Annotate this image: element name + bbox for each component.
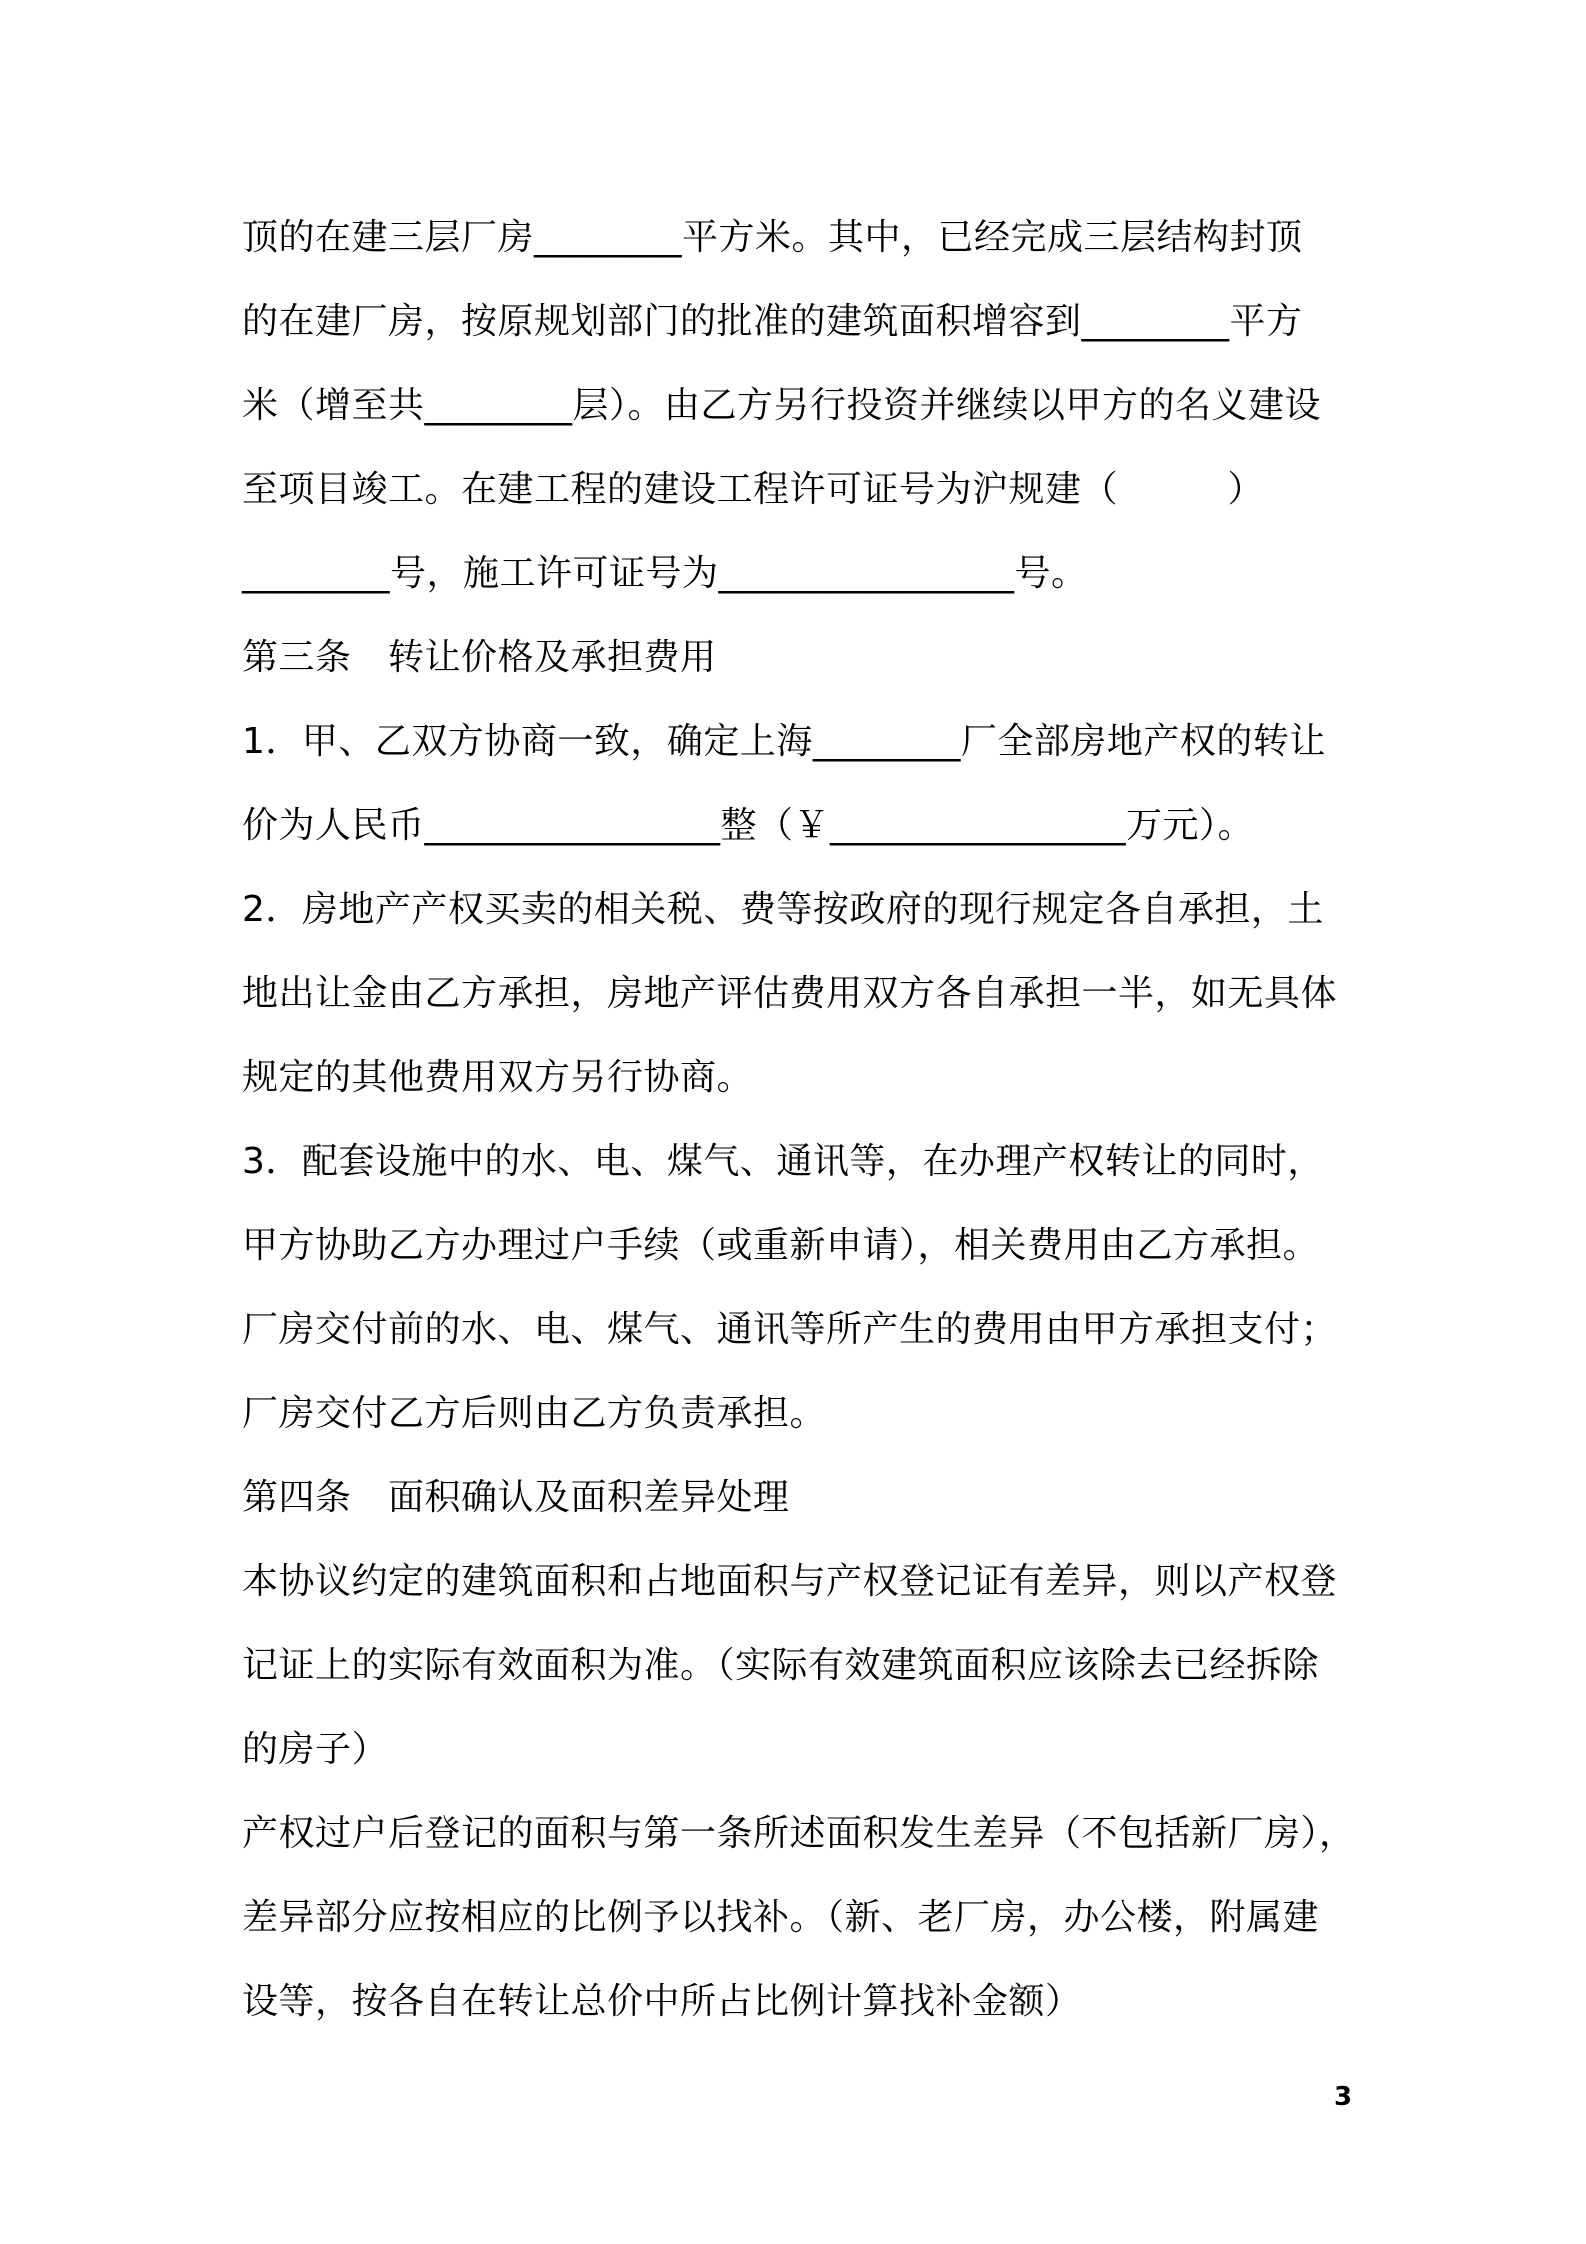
text-line: 2．房地产产权买卖的相关税、费等按政府的现行规定各自承担，土 — [242, 889, 1324, 930]
text-line: 顶的在建三层厂房________平方米。其中，已经完成三层结构封顶 — [242, 217, 1303, 258]
text-line: 1．甲、乙双方协商一致，确定上海________厂全部房地产权的转让 — [242, 721, 1326, 762]
text-line: 厂房交付前的水、电、煤气、通讯等所产生的费用由甲方承担支付； — [242, 1309, 1338, 1350]
text-line: 本协议约定的建筑面积和占地面积与产权登记证有差异，则以产权登 — [242, 1561, 1338, 1602]
text-line: ________号，施工许可证号为________________号。 — [242, 553, 1088, 594]
page-number: 3 — [1334, 2082, 1353, 2112]
text-line: 记证上的实际有效面积为准。（实际有效建筑面积应该除去已经拆除 — [242, 1645, 1320, 1686]
text-line: 设等，按各自在转让总价中所占比例计算找补金额） — [242, 1981, 1082, 2022]
text-line: 米（增至共________层）。由乙方另行投资并继续以甲方的名义建设 — [242, 385, 1322, 426]
section-heading-article-4: 第四条 面积确认及面积差异处理 — [242, 1477, 790, 1518]
text-line: 地出让金由乙方承担，房地产评估费用双方各自承担一半，如无具体 — [242, 973, 1338, 1014]
text-line: 至项目竣工。在建工程的建设工程许可证号为沪规建（ ） — [242, 469, 1265, 510]
text-line: 差异部分应按相应的比例予以找补。（新、老厂房，办公楼，附属建 — [242, 1897, 1320, 1938]
document-body — [242, 196, 1362, 2044]
text-line: 3．配套设施中的水、电、煤气、通讯等，在办理产权转让的同时， — [242, 1141, 1324, 1182]
text-line: 规定的其他费用双方另行协商。 — [242, 1057, 754, 1098]
text-line: 产权过户后登记的面积与第一条所述面积发生差异（不包括新厂房）， — [242, 1813, 1356, 1854]
text-line: 厂房交付乙方后则由乙方负责承担。 — [242, 1393, 827, 1434]
text-line: 的房子） — [242, 1729, 389, 1770]
text-line: 的在建厂房，按原规划部门的批准的建筑面积增容到________平方 — [242, 301, 1303, 342]
text-line: 甲方协助乙方办理过户手续（或重新申请），相关费用由乙方承担。 — [242, 1225, 1320, 1266]
text-line: 价为人民币________________整（￥________________万元）。 — [242, 805, 1255, 846]
section-heading-article-3: 第三条 转让价格及承担费用 — [242, 637, 717, 678]
